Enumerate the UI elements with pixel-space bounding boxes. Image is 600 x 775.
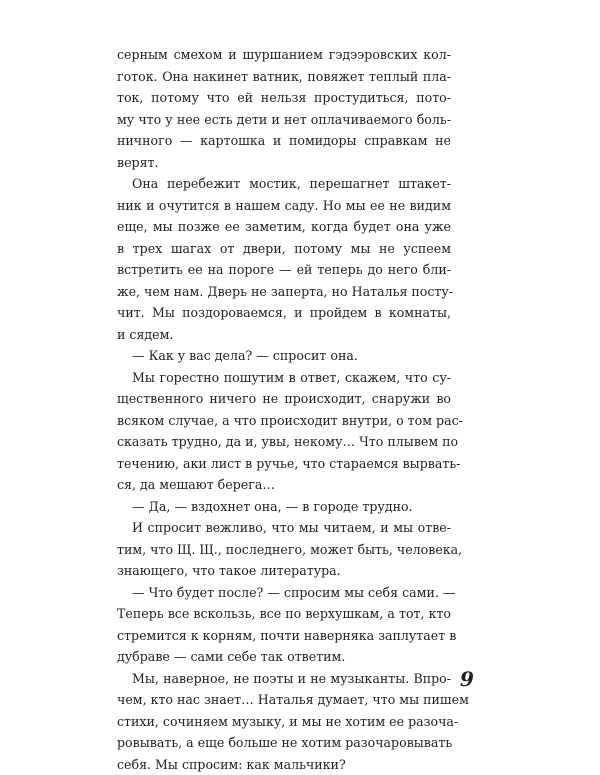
text-line: чит. Мы поздороваемся, и пройдем в комнаты, (117, 302, 451, 324)
text-line: знающего, что такое литература. (117, 560, 451, 582)
page-number: 9 (460, 667, 484, 691)
text-line: ничного — картошка и помидоры справкам не (117, 130, 451, 152)
text-line: себя. Мы спросим: как мальчики? (117, 754, 451, 775)
text-line: — Что будет после? — спросим мы себя сами. — (117, 582, 451, 604)
text-line: стихи, сочиняем музыку, и мы не хотим ее разоча- (117, 711, 451, 733)
text-line: — Как у вас дела? — спросит она. (117, 345, 451, 367)
text-line: Мы, наверное, не поэты и не музыканты. Впро- (117, 668, 451, 690)
text-line: тим, что Щ. Щ., последнего, может быть, человека, (117, 539, 451, 561)
text-line: в трех шагах от двери, потому мы не успеем (117, 238, 451, 260)
text-line: щественного ничего не происходит, снаружи во (117, 388, 451, 410)
text-line: дубраве — сами себе так ответим. (117, 646, 451, 668)
text-line: еще, мы позже ее заметим, когда будет она уже (117, 216, 451, 238)
text-line: сказать трудно, да и, увы, некому… Что плывем по (117, 431, 451, 453)
text-line: готок. Она накинет ватник, повяжет теплый пла- (117, 66, 451, 88)
text-line: Мы горестно пошутим в ответ, скажем, что су- (117, 367, 451, 389)
text-line: же, чем нам. Дверь не заперта, но Наталья посту- (117, 281, 451, 303)
text-line: ник и очутится в нашем саду. Но мы ее не видим (117, 195, 451, 217)
text-line: всяком случае, а что происходит внутри, о том рас- (117, 410, 451, 432)
text-line: му что у нее есть дети и нет оплачиваемого боль- (117, 109, 451, 131)
text-line: серным смехом и шуршанием гэдээровских кол- (117, 44, 451, 66)
text-line: — Да, — вздохнет она, — в городе трудно. (117, 496, 451, 518)
text-line: ровывать, а еще больше не хотим разочаровывать (117, 732, 451, 754)
text-line: верят. (117, 152, 451, 174)
text-line: и сядем. (117, 324, 451, 346)
text-line: Она перебежит мостик, перешагнет штакет- (117, 173, 451, 195)
body-text (117, 44, 451, 775)
text-line: ток, потому что ей нельзя простудиться, пото- (117, 87, 451, 109)
text-line: стремится к корням, почти наверняка заплутает в (117, 625, 451, 647)
text-line: течению, аки лист в ручье, что стараемся вырвать- (117, 453, 451, 475)
text-line: ся, да мешают берега… (117, 474, 451, 496)
text-line: Теперь все вскользь, все по верхушкам, а тот, кто (117, 603, 451, 625)
text-line: встретить ее на пороге — ей теперь до него бли- (117, 259, 451, 281)
text-line: чем, кто нас знает… Наталья думает, что мы пишем (117, 689, 451, 711)
text-line: И спросит вежливо, что мы читаем, и мы отве- (117, 517, 451, 539)
